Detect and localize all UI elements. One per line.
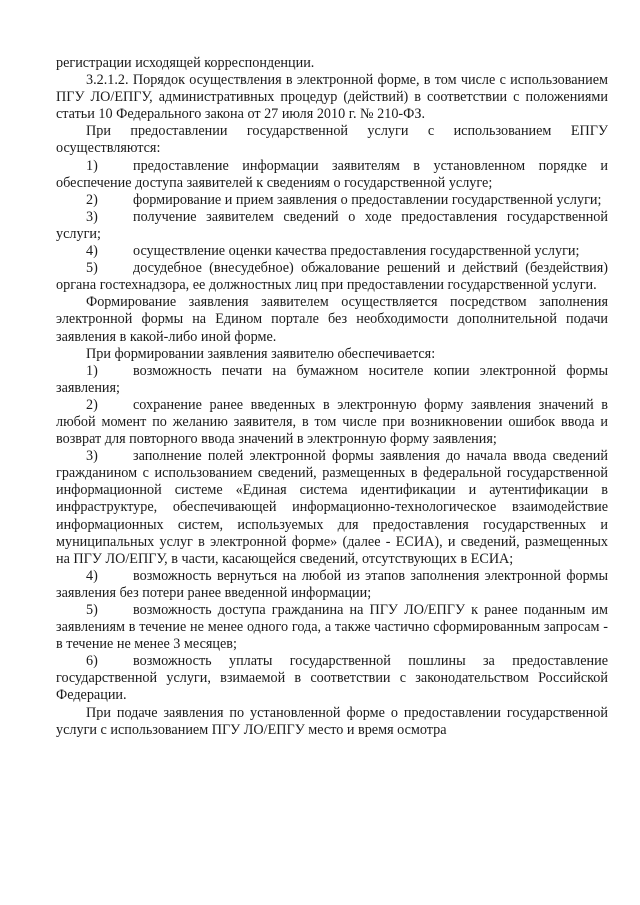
forming-intro: При формировании заявления заявителю обеспечивается: xyxy=(86,345,436,362)
item-text: возможность печати на бумажном носителе копии электронной формы заявления; xyxy=(56,362,608,396)
epgu-list xyxy=(56,158,608,295)
item-number: 4) xyxy=(86,243,98,260)
list-item xyxy=(56,448,608,568)
list-item xyxy=(56,568,608,602)
list-item xyxy=(56,158,608,192)
list-item xyxy=(56,363,608,397)
final-paragraph: При подаче заявления по установленной форме о предоставлении государственной услуги с использованием ПГУ ЛО/ЕПГУ место и время осмотра xyxy=(56,704,608,738)
forming-list xyxy=(56,363,608,705)
item-text: возможность вернуться на любой из этапов заполнения электронной формы заявления без потери ранее введенной информации; xyxy=(56,567,608,601)
item-number: 2) xyxy=(86,396,98,413)
forming-paragraph: Формирование заявления заявителем осуществляется посредством заполнения электронной формы на Едином портале без необходимости дополнительной подачи заявления в какой-либо иной форме. xyxy=(56,294,608,345)
item-number: 2) xyxy=(86,191,98,208)
item-text: заполнение полей электронной формы заявления до начала ввода сведений гражданином с использованием сведений, размещенных в федеральной государственной информационной системе «Единая система идентификации и аутентификации в инфраструктуре, обеспечивающей информационно-технологическое взаимодействие информационных систем, используемых для предоставления государственных и муниципальных услуг в электронной форме» (далее - ЕСИА), и сведений, размещенных на ПГУ ЛО/ЕПГУ, в части, касающейся сведений, отсутствующих в ЕСИА; xyxy=(56,448,608,567)
item-number: 1) xyxy=(86,362,98,379)
item-text: возможность уплаты государственной пошлины за предоставление государственной услуги, взимаемой в соответствии с законодательством Российской Федерации. xyxy=(56,653,608,704)
item-number: 4) xyxy=(86,567,98,584)
list-item xyxy=(56,209,608,243)
list-item xyxy=(56,260,608,294)
item-number: 5) xyxy=(86,260,98,277)
item-number: 1) xyxy=(86,157,98,174)
item-text: возможность доступа гражданина на ПГУ ЛО/ЕПГУ к ранее поданным им заявлениям в течение не менее одного года, а также частично сформированным запросам - в течение не менее 3 месяцев; xyxy=(56,602,608,653)
item-text: досудебное (внесудебное) обжалование решений и действий (бездействия) органа гостехнадзора, ее должностных лиц при предоставлении государственной услуги. xyxy=(56,260,608,294)
item-number: 6) xyxy=(86,653,98,670)
item-text: получение заявителем сведений о ходе предоставления государственной услуги; xyxy=(56,208,608,242)
list-item xyxy=(56,192,608,209)
section-paragraph: 3.2.1.2. Порядок осуществления в электронной форме, в том числе с использованием ПГУ ЛО/ЕПГУ, административных процедур (действий) в соответствии с положениями статьи 10 Федерального закона от 27 июля 2010 г. № 210-ФЗ. xyxy=(56,72,608,123)
continuation-text: регистрации исходящей корреспонденции. xyxy=(56,55,315,71)
item-text: предоставление информации заявителям в установленном порядке и обеспечение доступа заявителей к сведениям о государственной услуге; xyxy=(56,157,608,191)
document-page xyxy=(56,55,608,739)
epgu-intro: При предоставлении государственной услуги с использованием ЕПГУ осуществляются: xyxy=(56,123,608,157)
item-number: 3) xyxy=(86,448,98,465)
list-item xyxy=(56,602,608,653)
item-text: формирование и прием заявления о предоставлении государственной услуги; xyxy=(133,191,602,208)
item-text: сохранение ранее введенных в электронную форму заявления значений в любой момент по желанию заявителя, в том числе при возникновении ошибок ввода и возврат для повторного ввода значений в электронную форму заявления; xyxy=(56,396,608,448)
list-item xyxy=(56,243,608,260)
item-text: осуществление оценки качества предоставления государственной услуги; xyxy=(133,243,580,260)
list-item xyxy=(56,653,608,704)
list-item xyxy=(56,397,608,448)
item-number: 3) xyxy=(86,208,98,225)
item-number: 5) xyxy=(86,602,98,618)
